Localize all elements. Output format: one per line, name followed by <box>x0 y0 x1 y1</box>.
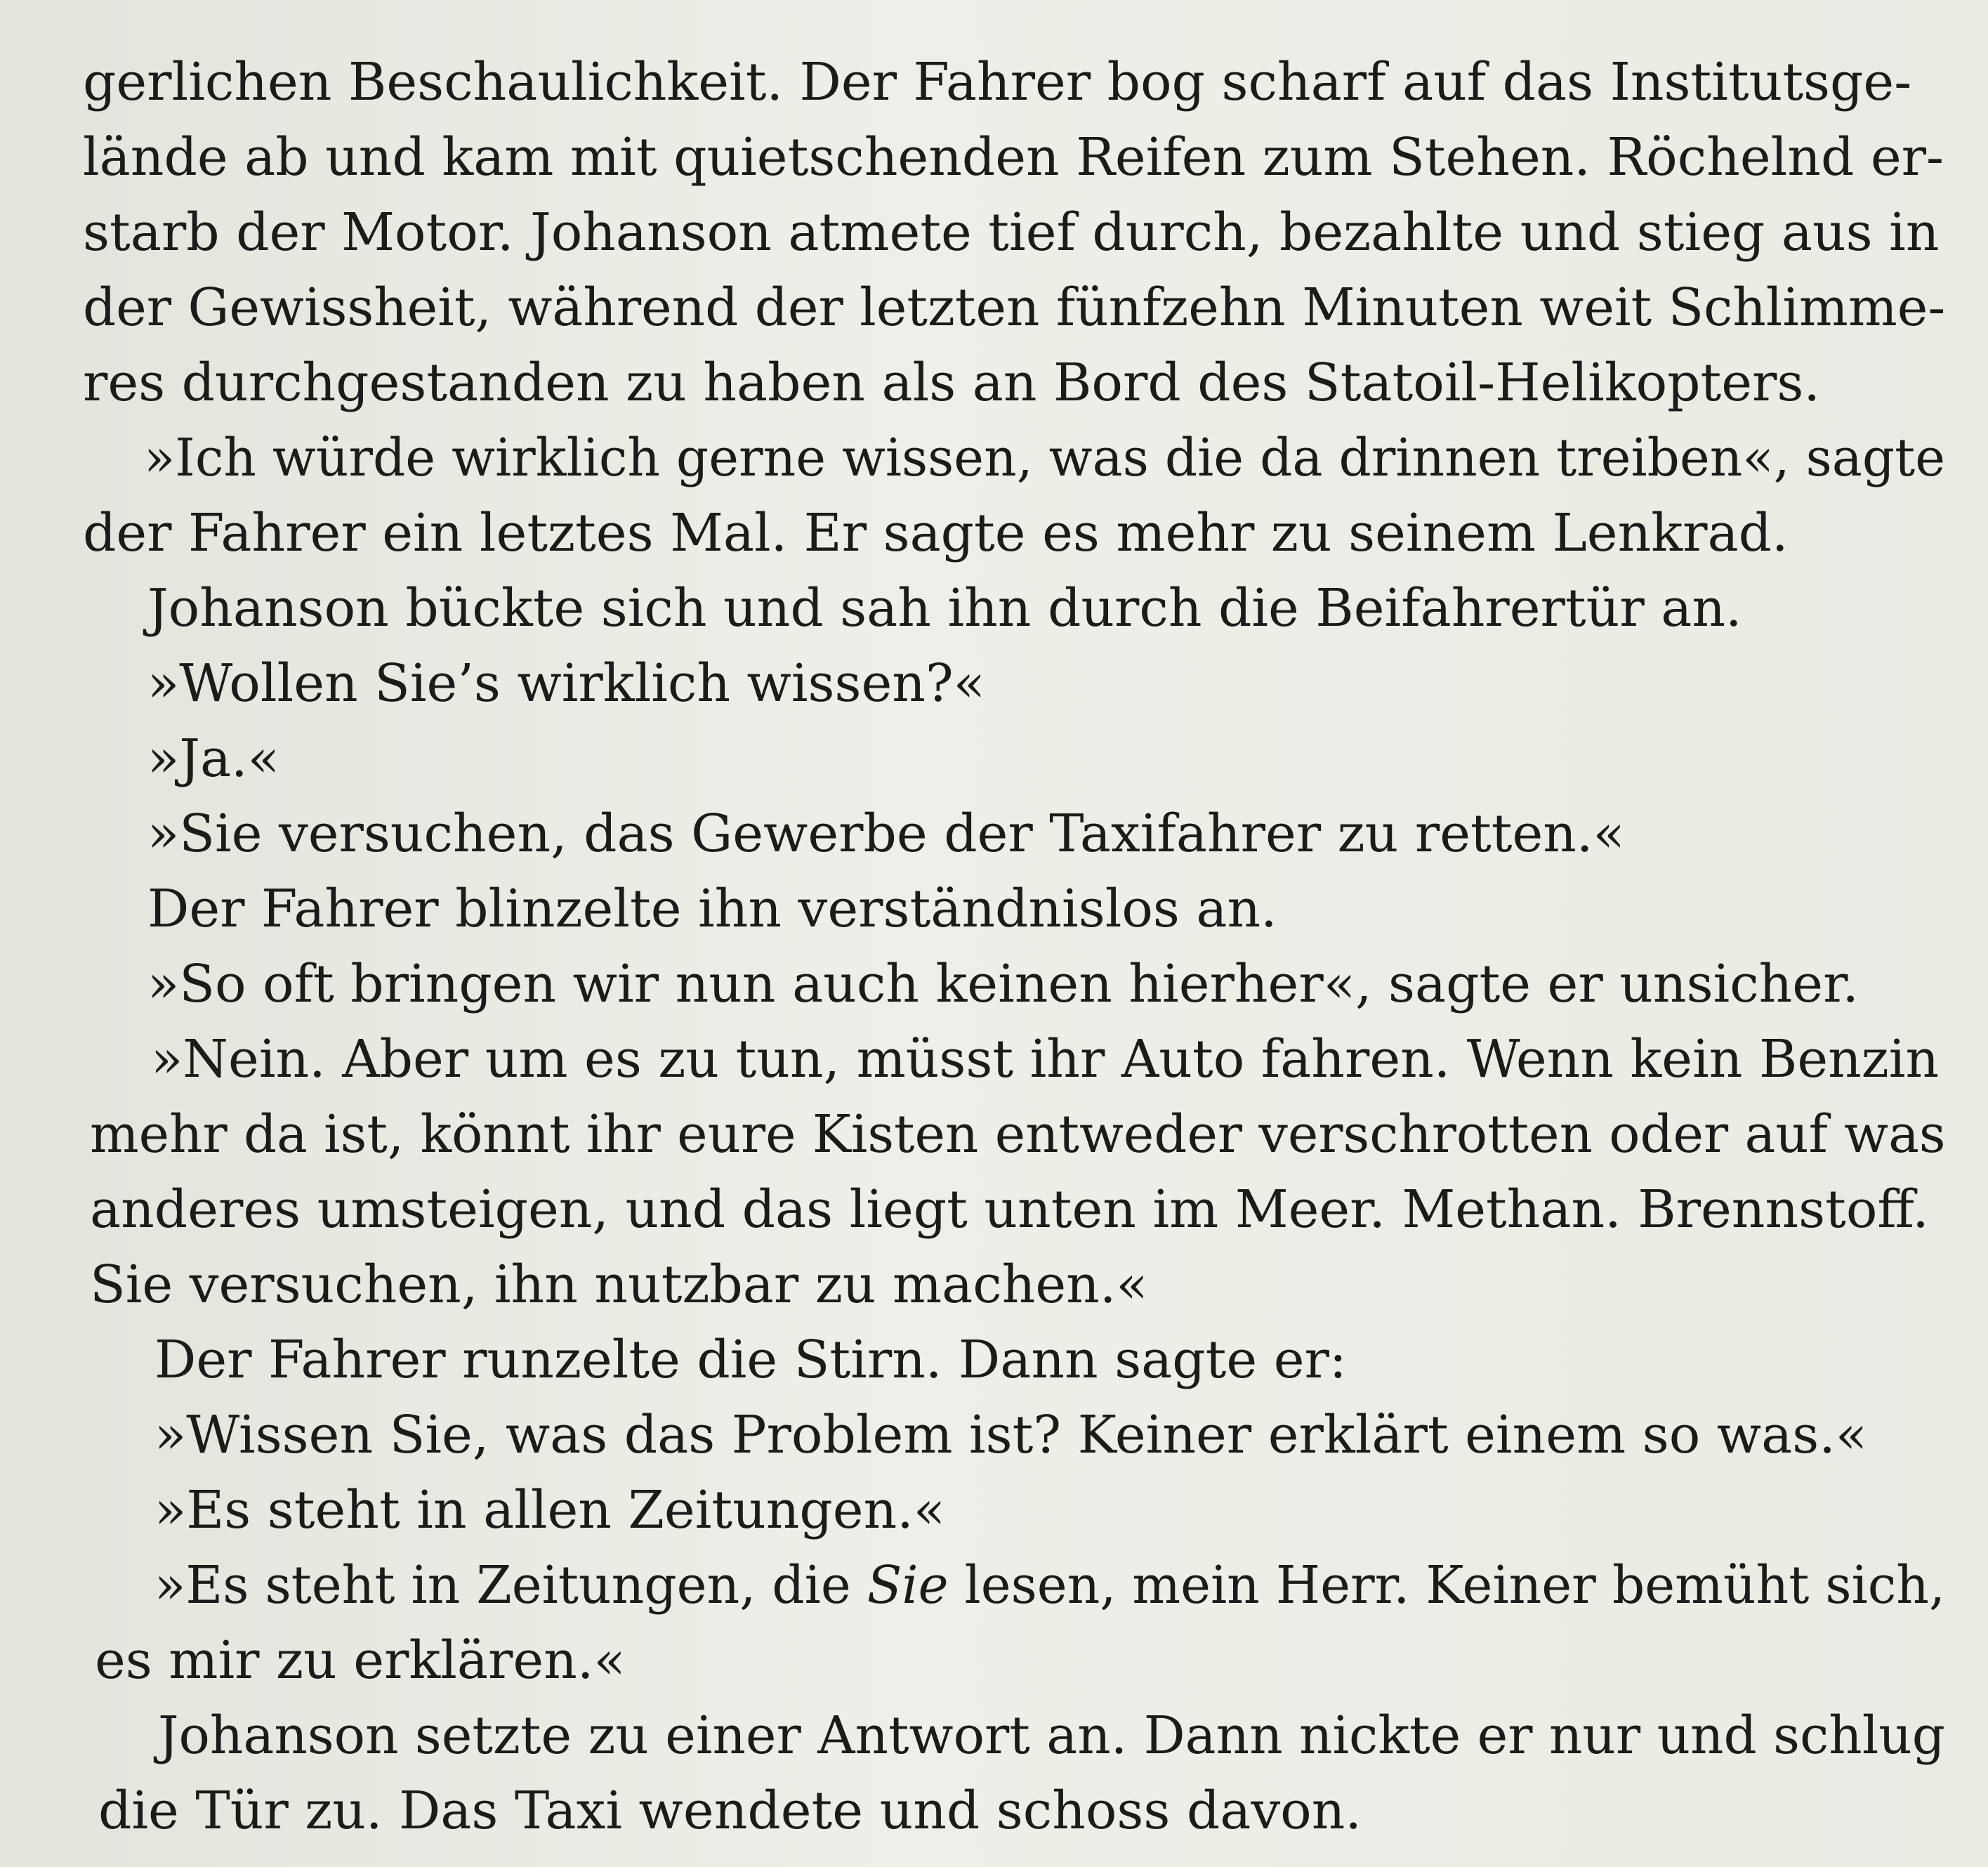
text-line: mehr da ist, könnt ihr eure Kisten entweder verschrotten oder auf was <box>90 1104 1946 1165</box>
text-line: es mir zu erklären.« <box>95 1630 626 1691</box>
text-line: »So oft bringen wir nun auch keinen hierher«, sagte er unsicher. <box>147 954 1859 1014</box>
text-line: der Fahrer ein letztes Mal. Er sagte es mehr zu seinem Lenkrad. <box>83 503 1789 563</box>
text-line: »Sie versuchen, das Gewerbe der Taxifahrer zu retten.« <box>147 804 1625 864</box>
italic-word: Sie <box>867 1555 949 1616</box>
text-line: gerlichen Beschaulichkeit. Der Fahrer bog scharf auf das Institutsge- <box>83 52 1912 112</box>
text-line: Der Fahrer runzelte die Stirn. Dann sagte er: <box>154 1330 1347 1390</box>
text-line <box>154 1555 1946 1616</box>
text-line: starb der Motor. Johanson atmete tief durch, bezahlte und stieg aus in <box>83 202 1940 263</box>
text-line: Sie versuchen, ihn nutzbar zu machen.« <box>90 1255 1148 1315</box>
text-line: »Ich würde wirklich gerne wissen, was die da drinnen treiben«, sagte <box>144 428 1946 488</box>
text-line: Der Fahrer blinzelte ihn verständnislos an. <box>147 879 1277 939</box>
text-line: »Nein. Aber um es zu tun, müsst ihr Auto fahren. Wenn kein Benzin <box>151 1029 1940 1089</box>
text-line: res durchgestanden zu haben als an Bord des Statoil-Helikopters. <box>83 353 1820 413</box>
text-segment: lesen, mein Herr. Keiner bemüht sich, <box>948 1555 1946 1616</box>
text-line: »Ja.« <box>147 728 279 789</box>
text-line: »Wissen Sie, was das Problem ist? Keiner erklärt einem so was.« <box>154 1405 1868 1465</box>
text-line: lände ab und kam mit quietschenden Reifen zum Stehen. Röchelnd er- <box>83 127 1944 188</box>
text-line: die Tür zu. Das Taxi wendete und schoss davon. <box>98 1781 1362 1841</box>
text-line: anderes umsteigen, und das liegt unten im Meer. Methan. Brennstoff. <box>90 1179 1929 1240</box>
text-line: »Es steht in allen Zeitungen.« <box>154 1480 946 1540</box>
text-line: »Wollen Sie’s wirklich wissen?« <box>147 653 985 714</box>
text-segment: »Es steht in Zeitungen, die <box>154 1555 867 1616</box>
text-line: Johanson bückte sich und sah ihn durch die Beifahrertür an. <box>147 578 1742 638</box>
text-line: Johanson setzte zu einer Antwort an. Dann nickte er nur und schlug <box>158 1705 1945 1766</box>
text-line: der Gewissheit, während der letzten fünfzehn Minuten weit Schlimme- <box>83 277 1946 338</box>
